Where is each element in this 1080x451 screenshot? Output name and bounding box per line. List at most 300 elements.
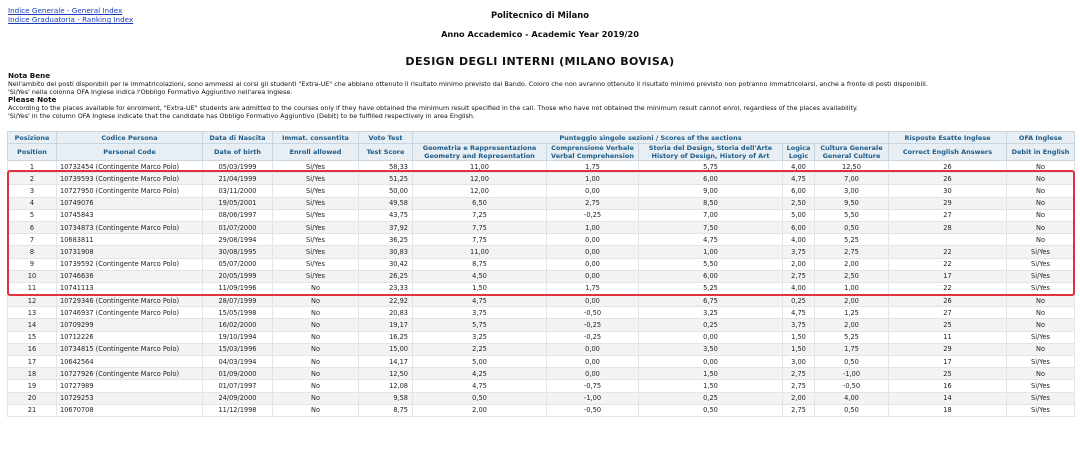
cell-ofa: Si/Yes [1007,258,1075,270]
cell-score: 16,25 [359,331,413,343]
cell-eng: 16 [889,380,1007,392]
cell-verb: 0,00 [547,343,639,355]
cell-hist: 1,00 [639,246,783,258]
cell-code: 10712226 [57,331,203,343]
cell-eng: 29 [889,197,1007,209]
cell-ofa: Si/Yes [1007,380,1075,392]
cell-enroll: No [273,368,359,380]
cell-enroll: No [273,404,359,416]
col-comprensione-it: Comprensione Verbale [551,144,634,152]
cell-score: 22,92 [359,295,413,307]
cell-eng: 28 [889,221,1007,233]
cell-enroll: No [273,282,359,294]
cell-enroll: Si/Yes [273,185,359,197]
cell-code: 10729253 [57,392,203,404]
cell-enroll: Si/Yes [273,197,359,209]
cell-hist: 7,00 [639,209,783,221]
cell-dob: 05/07/2000 [203,258,273,270]
cell-verb: 2,75 [547,197,639,209]
cell-ofa: No [1007,368,1075,380]
nota-bene-text-2: 'Si/Yes' nella colonna OFA Inglese indica l'Obbligo Formativo Aggiuntivo nell'area Inglese. [8,88,293,97]
cell-geo: 12,00 [413,185,547,197]
table-row [8,295,1075,307]
cell-cult: -1,00 [815,368,889,380]
cell-hist: 8,50 [639,197,783,209]
cell-geo: 2,25 [413,343,547,355]
cell-ofa: Si/Yes [1007,392,1075,404]
cell-score: 37,92 [359,221,413,233]
cell-dob: 05/03/1999 [203,161,273,173]
cell-score: 36,25 [359,234,413,246]
cell-logic: 4,00 [783,234,815,246]
cell-pos: 21 [8,404,57,416]
col-codice-persona: Codice Persona [57,132,203,144]
cell-cult: 2,50 [815,270,889,282]
cell-hist: 0,25 [639,319,783,331]
table-row [8,246,1075,258]
cell-geo: 8,75 [413,258,547,270]
col-comprensione [547,144,639,161]
col-cultura [815,144,889,161]
cell-cult: 12,50 [815,161,889,173]
cell-code: 10734815 (Contingente Marco Polo) [57,343,203,355]
cell-dob: 20/05/1999 [203,270,273,282]
cell-geo: 4,25 [413,368,547,380]
cell-score: 58,33 [359,161,413,173]
cell-code: 10734873 (Contingente Marco Polo) [57,221,203,233]
cell-code: 10731908 [57,246,203,258]
cell-geo: 5,75 [413,319,547,331]
cell-eng: 22 [889,258,1007,270]
cell-logic: 4,00 [783,282,815,294]
cell-score: 30,42 [359,258,413,270]
cell-logic: 4,75 [783,173,815,185]
please-note-text-2: 'Si/Yes' in the column OFA Inglese indicate that the candidate has Obbligo Formativo Aggiuntivo (Debit) to be fulfilled respectively in area English. [8,112,475,121]
ranking-index-link[interactable]: Indice Graduatoria - Ranking Index [8,15,134,24]
col-debit: Debit in English [1007,144,1075,161]
cell-dob: 11/09/1996 [203,282,273,294]
cell-score: 15,00 [359,343,413,355]
page-title: DESIGN DEGLI INTERNI (MILANO BOVISA) [405,55,675,68]
cell-code: 10727989 [57,380,203,392]
col-storia [639,144,783,161]
cell-pos: 1 [8,161,57,173]
cell-score: 30,83 [359,246,413,258]
cell-ofa: Si/Yes [1007,246,1075,258]
cell-code: 10683811 [57,234,203,246]
cell-enroll: No [273,343,359,355]
cell-dob: 30/08/1995 [203,246,273,258]
cell-dob: 04/03/1994 [203,356,273,368]
cell-code: 10739593 (Contingente Marco Polo) [57,173,203,185]
cell-hist: 3,25 [639,307,783,319]
cell-eng: 26 [889,161,1007,173]
cell-logic: 2,00 [783,392,815,404]
cell-logic: 3,00 [783,356,815,368]
cell-eng: 27 [889,209,1007,221]
cell-hist: 1,50 [639,368,783,380]
cell-pos: 16 [8,343,57,355]
table-row [8,161,1075,173]
cell-ofa: Si/Yes [1007,270,1075,282]
col-logica-it: Logica [786,144,811,152]
cell-eng: 25 [889,368,1007,380]
cell-pos: 13 [8,307,57,319]
cell-enroll: Si/Yes [273,161,359,173]
table-row [8,197,1075,209]
cell-enroll: No [273,331,359,343]
cell-cult: 2,00 [815,258,889,270]
table-row [8,343,1075,355]
cell-verb: 0,00 [547,234,639,246]
table-row [8,319,1075,331]
cell-cult: 5,25 [815,234,889,246]
cell-cult: 0,50 [815,404,889,416]
col-logic-en: Logic [788,152,809,160]
cell-dob: 28/07/1999 [203,295,273,307]
cell-enroll: Si/Yes [273,246,359,258]
cell-enroll: Si/Yes [273,221,359,233]
cell-ofa: No [1007,221,1075,233]
cell-pos: 7 [8,234,57,246]
cell-dob: 01/09/2000 [203,368,273,380]
cell-code: 10745843 [57,209,203,221]
col-date-of-birth: Date of birth [203,144,273,161]
cell-code: 10729346 (Contingente Marco Polo) [57,295,203,307]
col-immat: Immat. consentita [273,132,359,144]
university-name: Politecnico di Milano [491,10,589,20]
cell-enroll: No [273,380,359,392]
cell-ofa: No [1007,234,1075,246]
cell-code: 10739592 (Contingente Marco Polo) [57,258,203,270]
table-row [8,234,1075,246]
cell-dob: 19/10/1994 [203,331,273,343]
col-correct-english: Correct English Answers [889,144,1007,161]
cell-verb: -1,00 [547,392,639,404]
cell-ofa: Si/Yes [1007,356,1075,368]
cell-cult: 2,00 [815,295,889,307]
cell-hist: 5,50 [639,258,783,270]
cell-logic: 2,00 [783,258,815,270]
col-posizione: Posizione [8,132,57,144]
cell-hist: 4,75 [639,234,783,246]
cell-geo: 4,75 [413,380,547,392]
table-row [8,209,1075,221]
cell-ofa: No [1007,197,1075,209]
table-row [8,404,1075,416]
cell-code: 10709299 [57,319,203,331]
cell-dob: 16/02/2000 [203,319,273,331]
cell-verb: 0,00 [547,270,639,282]
cell-pos: 12 [8,295,57,307]
cell-verb: 0,00 [547,368,639,380]
cell-ofa: No [1007,185,1075,197]
cell-dob: 21/04/1999 [203,173,273,185]
cell-logic: 2,75 [783,368,815,380]
table-row [8,392,1075,404]
cell-geo: 1,50 [413,282,547,294]
ranking-table [7,131,1075,417]
col-culture-en: General Culture [822,152,881,160]
table-row [8,368,1075,380]
cell-pos: 20 [8,392,57,404]
cell-dob: 15/05/1998 [203,307,273,319]
cell-cult: 1,75 [815,343,889,355]
cell-logic: 2,75 [783,380,815,392]
cell-eng: 22 [889,282,1007,294]
table-row [8,331,1075,343]
cell-geo: 11,00 [413,161,547,173]
cell-enroll: No [273,307,359,319]
cell-hist: 6,75 [639,295,783,307]
cell-pos: 4 [8,197,57,209]
col-punteggio: Punteggio singole sezioni / Scores of the sections [413,132,889,144]
cell-pos: 17 [8,356,57,368]
table-row [8,221,1075,233]
cell-pos: 2 [8,173,57,185]
col-risposte: Risposte Esatte Inglese [889,132,1007,144]
cell-geo: 4,75 [413,295,547,307]
cell-logic: 0,25 [783,295,815,307]
col-history-en: History of Design, History of Art [651,152,770,160]
cell-pos: 8 [8,246,57,258]
cell-logic: 2,75 [783,404,815,416]
cell-enroll: Si/Yes [273,270,359,282]
table-row [8,258,1075,270]
cell-geo: 7,75 [413,221,547,233]
cell-cult: 2,75 [815,246,889,258]
cell-enroll: No [273,319,359,331]
cell-score: 19,17 [359,319,413,331]
cell-ofa: No [1007,307,1075,319]
cell-verb: -0,50 [547,404,639,416]
cell-geo: 5,00 [413,356,547,368]
cell-cult: 3,00 [815,185,889,197]
cell-pos: 19 [8,380,57,392]
table-row [8,173,1075,185]
cell-eng: 30 [889,185,1007,197]
cell-hist: 1,50 [639,380,783,392]
col-voto-test: Voto Test [359,132,413,144]
cell-score: 12,08 [359,380,413,392]
cell-pos: 11 [8,282,57,294]
cell-dob: 01/07/1997 [203,380,273,392]
cell-ofa: Si/Yes [1007,282,1075,294]
cell-ofa: No [1007,209,1075,221]
cell-verb: -0,50 [547,307,639,319]
cell-enroll: No [273,295,359,307]
cell-enroll: No [273,356,359,368]
cell-dob: 01/07/2000 [203,221,273,233]
cell-pos: 5 [8,209,57,221]
cell-hist: 0,50 [639,404,783,416]
cell-eng: 26 [889,173,1007,185]
cell-hist: 5,75 [639,161,783,173]
cell-verb: 1,75 [547,282,639,294]
cell-enroll: No [273,392,359,404]
cell-code: 10749076 [57,197,203,209]
table-row [8,307,1075,319]
cell-verb: -0,25 [547,209,639,221]
col-personal-code: Personal Code [57,144,203,161]
cell-hist: 9,00 [639,185,783,197]
cell-enroll: Si/Yes [273,209,359,221]
cell-code: 10727926 (Contingente Marco Polo) [57,368,203,380]
cell-eng: 29 [889,343,1007,355]
cell-pos: 18 [8,368,57,380]
cell-ofa: Si/Yes [1007,331,1075,343]
cell-score: 8,75 [359,404,413,416]
cell-ofa: Si/Yes [1007,404,1075,416]
nota-bene-text: Nell'ambito dei posti disponibili per le immatricolazioni, sono ammessi ai corsi gli studenti "Extra-UE" che abbiano ottenuto il risultato minimo previsto dal Bando. Coloro che non avranno ottenuto il risultato minimo previsto non potranno immatricolarsi, anche a fronte di posti disponibili. [8,80,928,89]
cell-ofa: No [1007,319,1075,331]
cell-dob: 19/05/2001 [203,197,273,209]
cell-code: 10746636 [57,270,203,282]
col-verbal-en: Verbal Comprehension [551,152,634,160]
cell-geo: 11,00 [413,246,547,258]
cell-ofa: No [1007,173,1075,185]
cell-verb: 0,00 [547,356,639,368]
cell-cult: 4,00 [815,392,889,404]
col-ofa: OFA Inglese [1007,132,1075,144]
cell-hist: 6,00 [639,270,783,282]
cell-logic: 5,00 [783,209,815,221]
cell-hist: 5,25 [639,282,783,294]
col-enroll-allowed: Enroll allowed [273,144,359,161]
cell-score: 43,75 [359,209,413,221]
cell-score: 23,33 [359,282,413,294]
cell-verb: -0,25 [547,319,639,331]
cell-ofa: No [1007,343,1075,355]
cell-eng: 14 [889,392,1007,404]
cell-geo: 7,25 [413,209,547,221]
cell-eng: 18 [889,404,1007,416]
cell-pos: 6 [8,221,57,233]
cell-logic: 4,75 [783,307,815,319]
cell-cult: -0,50 [815,380,889,392]
cell-code: 10670708 [57,404,203,416]
cell-cult: 7,00 [815,173,889,185]
cell-code: 10746937 (Contingente Marco Polo) [57,307,203,319]
cell-geo: 3,25 [413,331,547,343]
table-row [8,270,1075,282]
cell-cult: 5,50 [815,209,889,221]
cell-score: 51,25 [359,173,413,185]
cell-pos: 14 [8,319,57,331]
cell-verb: 0,00 [547,258,639,270]
cell-score: 26,25 [359,270,413,282]
cell-code: 10732454 (Contingente Marco Polo) [57,161,203,173]
table-row [8,185,1075,197]
cell-dob: 03/11/2000 [203,185,273,197]
cell-eng [889,234,1007,246]
cell-enroll: Si/Yes [273,258,359,270]
cell-cult: 9,50 [815,197,889,209]
cell-eng: 25 [889,319,1007,331]
cell-score: 9,58 [359,392,413,404]
col-geometria [413,144,547,161]
cell-eng: 17 [889,356,1007,368]
cell-eng: 11 [889,331,1007,343]
cell-cult: 1,00 [815,282,889,294]
cell-score: 14,17 [359,356,413,368]
ranking-table-body [8,161,1075,417]
table-row [8,380,1075,392]
cell-verb: 0,00 [547,185,639,197]
cell-cult: 0,50 [815,221,889,233]
cell-dob: 24/09/2000 [203,392,273,404]
cell-pos: 10 [8,270,57,282]
cell-dob: 08/06/1997 [203,209,273,221]
cell-cult: 5,25 [815,331,889,343]
please-note-text: According to the places available for enrolment, "Extra-UE" students are admitted to the courses only if they have obtained the minimum result specified in the call. Those who have not obtained the minimum result cannot enrol, regardless of the places availability. [8,104,858,113]
col-logica [783,144,815,161]
cell-pos: 3 [8,185,57,197]
cell-geo: 7,75 [413,234,547,246]
cell-logic: 2,75 [783,270,815,282]
cell-ofa: No [1007,161,1075,173]
general-index-link[interactable]: Indice Generale - General Index [8,6,123,15]
cell-verb: -0,25 [547,331,639,343]
cell-enroll: Si/Yes [273,234,359,246]
cell-dob: 15/03/1996 [203,343,273,355]
cell-code: 10741113 [57,282,203,294]
cell-geo: 6,50 [413,197,547,209]
cell-logic: 1,50 [783,343,815,355]
cell-score: 12,50 [359,368,413,380]
cell-cult: 2,00 [815,319,889,331]
col-test-score: Test Score [359,144,413,161]
col-geometria-it: Geometria e Rappresentazione [422,144,537,152]
notes-section [8,72,1072,121]
cell-pos: 15 [8,331,57,343]
cell-hist: 7,50 [639,221,783,233]
cell-pos: 9 [8,258,57,270]
cell-score: 49,58 [359,197,413,209]
cell-score: 50,00 [359,185,413,197]
cell-verb: 0,00 [547,295,639,307]
cell-eng: 27 [889,307,1007,319]
cell-hist: 3,50 [639,343,783,355]
cell-hist: 0,00 [639,356,783,368]
cell-eng: 17 [889,270,1007,282]
cell-verb: 1,75 [547,161,639,173]
cell-eng: 22 [889,246,1007,258]
cell-code: 10727950 (Contingente Marco Polo) [57,185,203,197]
cell-logic: 2,50 [783,197,815,209]
academic-year: Anno Accademico - Academic Year 2019/20 [441,29,639,39]
cell-ofa: No [1007,295,1075,307]
cell-score: 20,83 [359,307,413,319]
cell-verb: 0,00 [547,246,639,258]
cell-geo: 4,50 [413,270,547,282]
col-storia-it: Storia del Design, Storia dell'Arte [648,144,773,152]
cell-geo: 0,50 [413,392,547,404]
cell-logic: 6,00 [783,221,815,233]
nota-bene-heading: Nota Bene [8,71,51,80]
cell-logic: 4,00 [783,161,815,173]
cell-code: 10642564 [57,356,203,368]
cell-logic: 6,00 [783,185,815,197]
cell-hist: 0,25 [639,392,783,404]
cell-logic: 3,75 [783,246,815,258]
table-row [8,282,1075,294]
cell-eng: 26 [889,295,1007,307]
cell-dob: 11/12/1998 [203,404,273,416]
cell-geo: 2,00 [413,404,547,416]
cell-hist: 6,00 [639,173,783,185]
col-cultura-it: Cultura Generale [820,144,883,152]
